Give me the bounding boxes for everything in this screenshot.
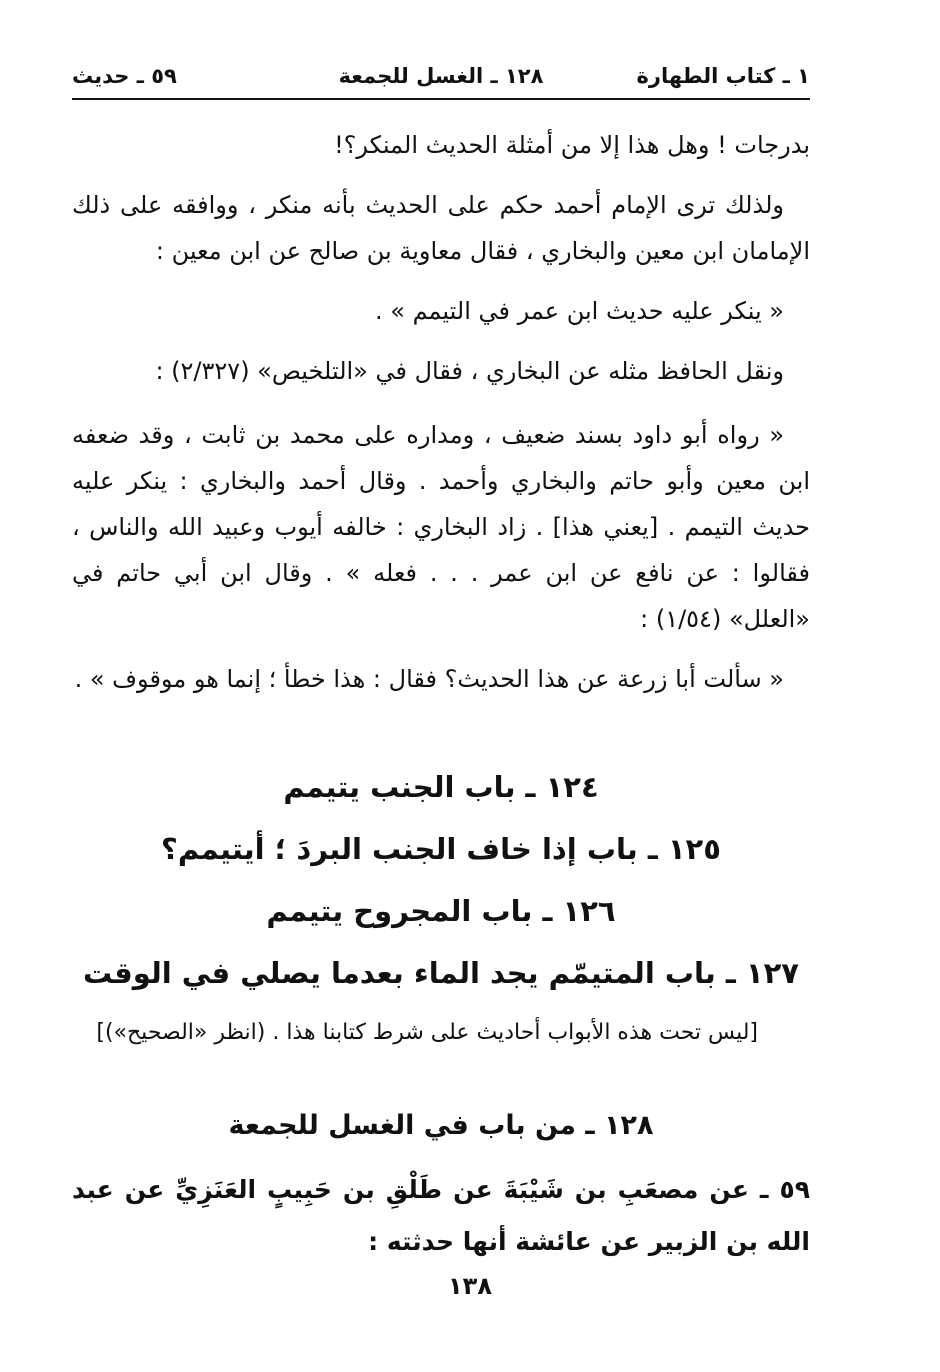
header-hadith-number: ٥٩ ـ حديث xyxy=(72,64,177,88)
book-page xyxy=(72,56,810,1256)
running-header xyxy=(72,56,810,96)
chapter-heading-125: ١٢٥ ـ باب إذا خاف الجنب البردَ ؛ أيتيمم؟ xyxy=(161,832,721,866)
quote-ibn-main: « ينكر عليه حديث ابن عمر في التيمم » . xyxy=(375,297,784,325)
quote-abu-zura: « سألت أبا زرعة عن هذا الحديث؟ فقال : هذا خطأ ؛ إنما هو موقوف » . xyxy=(74,665,784,693)
section-heading-128: ١٢٨ ـ من باب في الغسل للجمعة xyxy=(228,1110,654,1141)
header-rule xyxy=(72,98,810,100)
header-chapter-title: ١٢٨ ـ الغسل للجمعة xyxy=(338,64,544,88)
chapters-note: [ليس تحت هذه الأبواب أحاديث على شرط كتابنا هذا . (انظر «الصحيح»)] xyxy=(96,1020,758,1045)
paragraph-2: ولذلك ترى الإمام أحمد حكم على الحديث بأنه منكر ، ووافقه على ذلك الإمامان ابن معين والبخاري ، فقال معاوية بن صالح عن ابن معين : xyxy=(72,191,810,265)
chapter-heading-124: ١٢٤ ـ باب الجنب يتيمم xyxy=(283,770,599,804)
page-number: ١٣٨ xyxy=(448,1272,492,1300)
chapter-heading-126: ١٢٦ ـ باب المجروح يتيمم xyxy=(266,894,616,928)
header-book-title: ١ ـ كتاب الطهارة xyxy=(636,64,810,88)
hadith-59: ٥٩ ـ عن مصعَبِ بن شَيْبَةَ عن طَلْقِ بن حَبِيبٍ العَنَزِيِّ عن عبد الله بن الزبير عن عائشة أنها حدثته : xyxy=(72,1175,810,1256)
chapter-heading-127: ١٢٧ ـ باب المتيمّم يجد الماء بعدما يصلي في الوقت xyxy=(83,956,799,990)
quote-talkhis: « رواه أبو داود بسند ضعيف ، ومداره على محمد بن ثابت ، وقد ضعفه ابن معين وأبو حاتم والبخاري وأحمد . وقال أحمد والبخاري : ينكر عليه حديث التيمم . [يعني هذا] . زاد البخاري : خالفه أيوب وعبيد الله والناس ، فقالوا : عن نافع عن ابن عمر . . . فعله » . وقال ابن أبي حاتم في «العلل» (١/٥٤) : xyxy=(72,421,810,633)
paragraph-4: ونقل الحافظ مثله عن البخاري ، فقال في «التلخيص» (٢/٣٢٧) : xyxy=(155,357,784,385)
paragraph-1: بدرجات ! وهل هذا إلا من أمثلة الحديث المنكر؟! xyxy=(334,131,810,159)
page-body xyxy=(72,122,810,1268)
